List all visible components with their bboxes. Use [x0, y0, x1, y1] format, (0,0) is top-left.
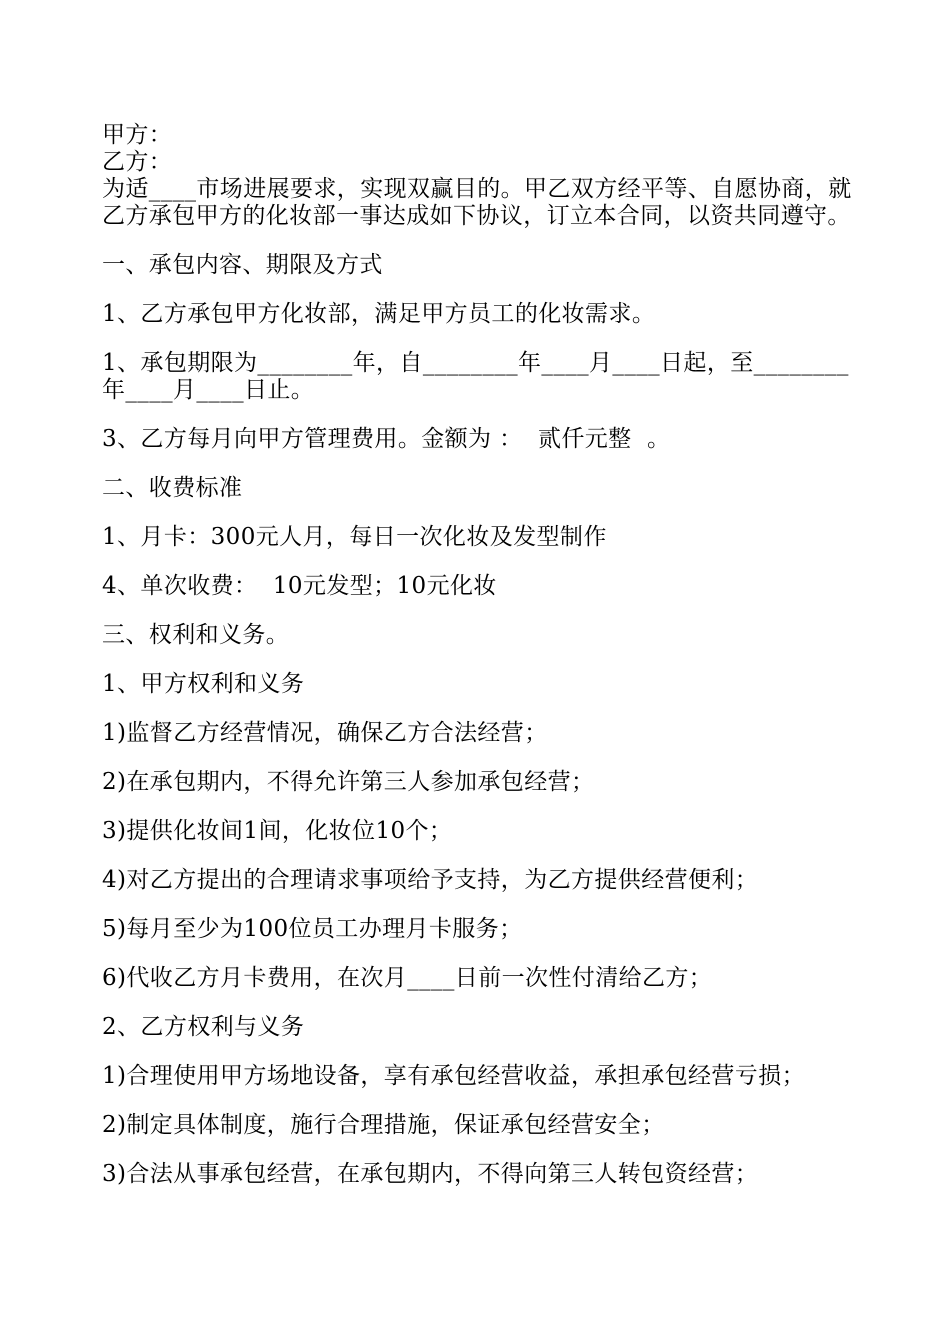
party-b-clause-2: 2)制定具体制度，施行合理措施，保证承包经营安全；	[102, 1112, 665, 1138]
party-a-clause-4: 4)对乙方提出的合理请求事项给予支持，为乙方提供经营便利；	[102, 867, 759, 893]
section-1-item-3: 3、乙方每月向甲方管理费用。金额为 ： 贰仟元整 。	[102, 426, 671, 452]
party-a-rights-heading: 1、甲方权利和义务	[102, 671, 305, 697]
section-3-heading: 三、权利和义务。	[102, 622, 290, 648]
section-2-heading: 二、收费标准	[102, 475, 243, 501]
party-b-clause-1: 1)合理使用甲方场地设备，享有承包经营收益，承担承包经营亏损；	[102, 1063, 806, 1089]
party-a-line: 甲方：	[102, 122, 173, 148]
party-a-clause-5: 5)每月至少为100位员工办理月卡服务；	[102, 916, 523, 942]
party-a-clause-1: 1)监督乙方经营情况，确保乙方合法经营；	[102, 720, 548, 746]
party-b-clause-3: 3)合法从事承包经营，在承包期内，不得向第三人转包资经营；	[102, 1161, 759, 1187]
section-1-item-2: 1、承包期限为________年，自________年____月____日起，至________年____月____日止。	[102, 350, 849, 403]
section-2-item-2: 4、单次收费： 10元发型；10元化妆	[102, 573, 497, 599]
party-a-clause-2: 2)在承包期内，不得允许第三人参加承包经营；	[102, 769, 595, 795]
party-b-line: 乙方：	[102, 149, 173, 175]
party-a-clause-3: 3)提供化妆间1间，化妆位10个；	[102, 818, 453, 844]
section-2-item-1: 1、月卡：300元人月，每日一次化妆及发型制作	[102, 524, 607, 550]
party-b-rights-heading: 2、乙方权利与义务	[102, 1014, 305, 1040]
contract-body	[102, 122, 862, 1188]
section-1-heading: 一、承包内容、期限及方式	[102, 252, 383, 278]
party-a-clause-6: 6)代收乙方月卡费用，在次月____日前一次性付清给乙方；	[102, 965, 713, 991]
section-1-item-1: 1、乙方承包甲方化妆部，满足甲方员工的化妆需求。	[102, 301, 656, 327]
intro-paragraph: 为适____市场进展要求，实现双赢目的。甲乙双方经平等、自愿协商，就乙方承包甲方的化妆部一事达成如下协议，订立本合同，以资共同遵守。	[102, 176, 852, 229]
